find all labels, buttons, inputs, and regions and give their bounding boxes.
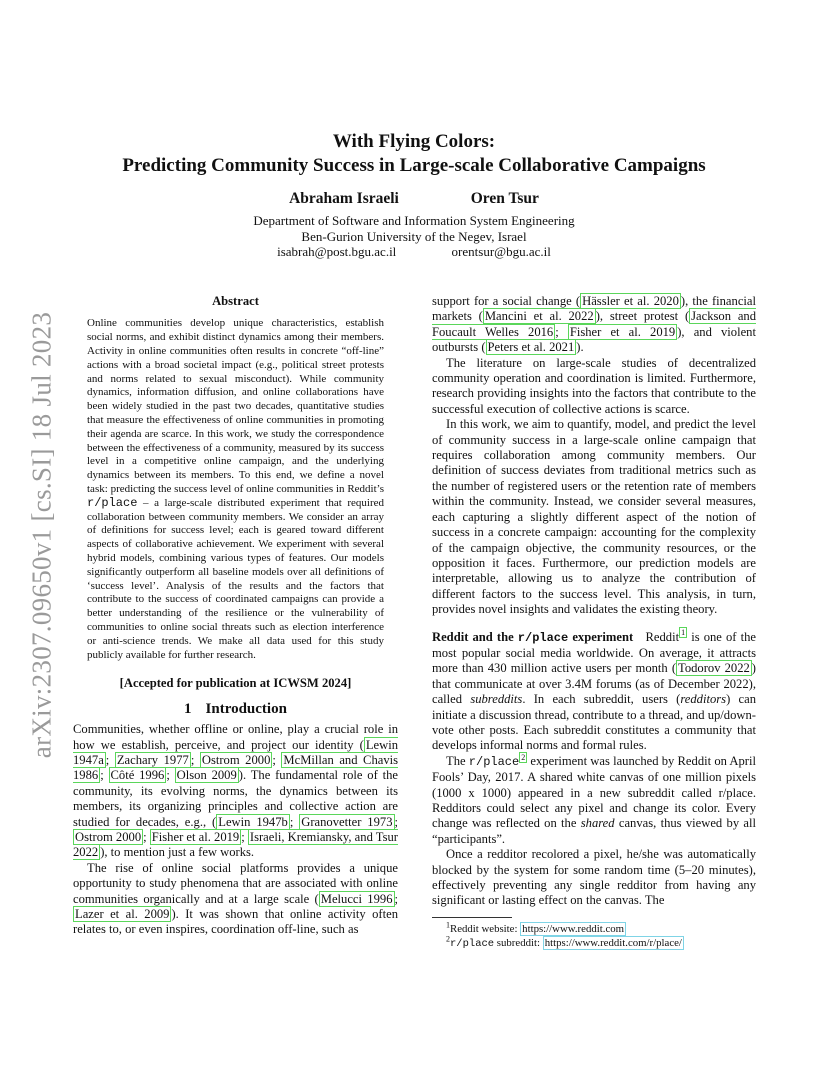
- citation-link[interactable]: Granovetter 1973: [301, 814, 393, 829]
- abstract-heading: Abstract: [212, 294, 259, 308]
- runin-heading: Reddit and the r/place experiment: [432, 629, 634, 645]
- paragraph: Once a redditor recolored a pixel, he/she was automatically blocked by the system for some random time (5–20 minutes), effectively preventing any single redditor from having any significant or lasting effect on the canvas. The: [432, 847, 756, 908]
- footnote: $^1$Reddit website: https://www.reddit.com: [446, 920, 625, 935]
- code-rplace: r/place: [87, 495, 138, 510]
- paragraph: The rise of online social platforms provides a unique opportunity to study phenomena that are associated with online communities organically and at a large scale ( Melucci 1996 ; Lazer et al. 2009 ). It was shown that online activity often relates to, or even inspires, coordination off-line, such as: [73, 860, 398, 937]
- acceptance-note: [Accepted for publication at ICWSM 2024]: [119, 676, 352, 691]
- footnote-ref[interactable]: 1: [681, 628, 686, 638]
- arxiv-stamp: [22, 310, 62, 760]
- affiliation-line2: Ben-Gurion University of the Negev, Israel: [301, 229, 527, 244]
- author-name: Oren Tsur: [470, 190, 539, 207]
- citation-link[interactable]: Melucci 1996: [320, 891, 393, 906]
- citation-link[interactable]: Olson 2009: [176, 768, 237, 783]
- citation-link[interactable]: Hässler et al. 2020: [582, 294, 679, 308]
- citation-link[interactable]: Ostrom 2000: [75, 829, 142, 844]
- citation-link[interactable]: Fisher et al. 2019: [151, 829, 240, 844]
- abstract-body: Online communities develop unique characteristics, establish social norms, and exhibit distinct dynamics among their members. Activity in online communities often results in concrete “off-line” actions with a broad societal impact (e.g., political street protests and norms related to sexual misconduct). While community dynamics, information diffusion, and online collaborations have been widely studied in the past two decades, quantitative studies that measure the effectiveness of online communities in promoting their agenda are scarce. In this work, we study the correspondence between the effectiveness of a community, measured by its success level in a competitive online campaign, and the underlying dynamics between its members. To this end, we define a novel task: predicting the success level of online communities in Reddit’s r/place – a large-scale distributed experiment that required collaboration between community members. We consider an array of definitions for success level; each is geared toward different aspects of collaborative achievement. We experiment with several hybrid models, combining various types of features. Our models significantly outperform all baseline models over all definitions of ‘success level’. Analysis of the results and the factors that contribute to the success of coordinated campaigns can provide a better understanding of the resilience or the vulnerability of communities to online social threats such as election interference or anti-science trends. We make all data used for this study publicly available for further research.: [87, 317, 384, 661]
- citation-link[interactable]: Todorov 2022: [678, 661, 750, 676]
- affiliation-line1: Department of Software and Information System Engineering: [253, 213, 575, 228]
- email-list: [0, 244, 828, 260]
- url-link[interactable]: https://www.reddit.com/r/place/: [544, 936, 682, 949]
- footnote-divider: [432, 917, 512, 918]
- paragraph: Communities, whether offline or online, play a crucial role in how we establish, perceive, and project our identity ( Lewin 1947a ; Zachary 1977 ; Ostrom 2000 ; McMillan and Chavis 1986 ; Côté 1996 ; Olson 2009 ). The fundamental role of the community, its evolving norms, the dynamics between its members, its organizing principles and collective action are studied for decades, e.g., ( Lewin 1947b ; Granovetter 1973 ; Ostrom 2000 ; Fisher et al. 2019 ; Israeli, Kremiansky, and Tsur 2022 ), to mention just a few works.: [73, 722, 399, 860]
- citation-link[interactable]: Mancini et al. 2022: [484, 309, 594, 324]
- author-name: Abraham Israeli: [289, 190, 399, 207]
- citation-link[interactable]: Ostrom 2000: [201, 752, 271, 767]
- citation-link[interactable]: Jackson and Foucault Welles 2016: [432, 309, 756, 339]
- right-column: [432, 294, 756, 951]
- citation-link[interactable]: Israeli, Kremiansky, and Tsur 2022: [73, 829, 398, 860]
- author-email: orentsur@bgu.ac.il: [451, 244, 551, 259]
- author-email: isabrah@post.bgu.ac.il: [277, 244, 397, 259]
- paragraph: Reddit and the r/place experiment Reddit $^1$ is one of the most popular social media worldwide. On average, it attracts more than 430 million active users per month ( Todorov 2022 ) that communicate at over 3.4M forums (as of December 2022), called subreddits. In each subreddit, users (redditors) can initiate a discussion thread, contribute to a thread, and up/down-vote other posts. Each subreddit constitutes a community that develops informal norms and formal rules.: [432, 628, 756, 753]
- paper-title-line2: Predicting Community Success in Large-scale Collaborative Campaigns: [122, 155, 706, 176]
- section-heading-intro: 1 Introduction: [184, 700, 287, 717]
- arxiv-stamp-text: arXiv:2307.09650v1 [cs.SI] 18 Jul 2023: [26, 311, 57, 759]
- citation-link[interactable]: Lewin 1947a: [73, 737, 398, 767]
- citation-link[interactable]: Peters et al. 2021: [487, 340, 575, 355]
- paragraph: In this work, we aim to quantify, model, and predict the level of community success in a large-scale online campaign that requires collaboration among community members. Our definition of success deviates from traditional metrics such as the number of registered users or the retention rate of members within the community. Instead, we consider several measures, each capturing a slightly different aspect of the notion of success in a concrete campaign: accounting for the complexity of the campaign objective, the community resources, or the opposition it faces. Furthermore, our prediction models are interpretable, allowing us to analyze the contribution of different factors to the success level. This analysis, in turn, provides novel insights and validates the existing theory.: [432, 417, 756, 617]
- paragraph: The literature on large-scale studies of decentralized community operation and coordination is limited. Furthermore, research providing insights into the factors that contribute to the successful execution of collective actions is scarce.: [432, 355, 756, 416]
- footnote-ref[interactable]: 2: [521, 752, 526, 762]
- paper-title-line1: With Flying Colors:: [332, 131, 496, 152]
- paragraph: The r/place $^2$ experiment was launched by Reddit on April Fools’ Day, 2017. A shared white canvas of one million pixels (1000 x 1000) appeared in a new subreddit called r/place. Redditors could select any pixel and change its color. Every change was reflected on the shared canvas, thus viewed by all “participants”.: [432, 752, 757, 846]
- citation-link[interactable]: Lazer et al. 2009: [75, 907, 170, 922]
- citation-link[interactable]: McMillan and Chavis 1986: [73, 752, 399, 783]
- left-column: [73, 294, 398, 938]
- citation-link[interactable]: Fisher et al. 2019: [569, 324, 676, 339]
- footnote: $^2$r/place subreddit: https://www.reddit.com/r/place/: [446, 934, 682, 950]
- paragraph: support for a social change ( Hässler et al. 2020 ), the financial markets ( Mancini et al. 2022 ), street protest ( Jackson and Foucault Welles 2016 ; Fisher et al. 2019 ), and violent outbursts ( Peters et al. 2021 ).: [432, 294, 756, 355]
- url-link[interactable]: https://www.reddit.com: [522, 922, 625, 935]
- citation-link[interactable]: Côté 1996: [110, 768, 165, 783]
- citation-link[interactable]: Zachary 1977: [116, 752, 189, 767]
- citation-link[interactable]: Lewin 1947b: [218, 814, 288, 829]
- author-list: [0, 190, 828, 208]
